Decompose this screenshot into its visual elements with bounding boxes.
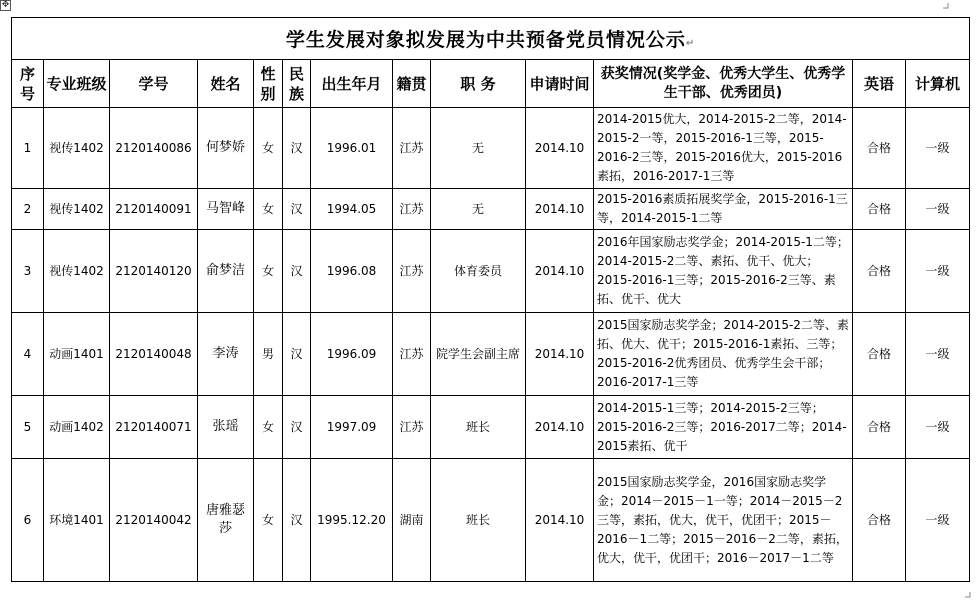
- cell-english: 合格: [853, 313, 906, 396]
- header-apply-time: 申请时间: [526, 60, 594, 108]
- cell-origin: 江苏: [393, 230, 431, 313]
- cell-student-id: 2120140048: [110, 313, 198, 396]
- cell-origin: 江苏: [393, 108, 431, 189]
- cell-awards: 2014-2015-1三等；2014-2015-2三等；2015-2016-2三等；2016-2017二等；2014-2015素拓、优干: [594, 396, 853, 459]
- header-major: 专业班级: [44, 60, 110, 108]
- header-student-id: 学号: [110, 60, 198, 108]
- cell-computer: 一级: [906, 313, 970, 396]
- header-position: 职 务: [431, 60, 526, 108]
- cell-student-id: 2120140071: [110, 396, 198, 459]
- cell-ethnicity: 汉: [283, 230, 311, 313]
- cell-apply-time: 2014.10: [526, 313, 594, 396]
- cell-ethnicity: 汉: [283, 396, 311, 459]
- cell-awards: 2015-2016素质拓展奖学金，2015-2016-1三等，2014-2015-1二等: [594, 189, 853, 230]
- paragraph-mark-icon: ↵: [685, 38, 696, 49]
- table-row: [12, 396, 970, 459]
- page-title: [12, 18, 970, 60]
- cell-awards: 2014-2015优大，2014-2015-2二等，2014-2015-2一等，2015-2016-1三等，2015-2016-2三等，2015-2016优大，2015-2016素拓，2016-2017-1三等: [594, 108, 853, 189]
- header-english: 英语: [853, 60, 906, 108]
- cell-position: 无: [431, 108, 526, 189]
- cell-gender: 女: [254, 396, 283, 459]
- page-corner-mark-top: [943, 3, 949, 9]
- cell-name: 唐雅瑟莎: [198, 459, 254, 582]
- cell-english: 合格: [853, 230, 906, 313]
- cell-origin: 江苏: [393, 189, 431, 230]
- cell-major: 视传1402: [44, 189, 110, 230]
- cell-origin: 江苏: [393, 313, 431, 396]
- cell-ethnicity: 汉: [283, 108, 311, 189]
- cell-major: 视传1402: [44, 230, 110, 313]
- cell-computer: 一级: [906, 459, 970, 582]
- cell-english: 合格: [853, 459, 906, 582]
- table-row: [12, 189, 970, 230]
- cell-name: 马智峰: [198, 189, 254, 230]
- cell-english: 合格: [853, 396, 906, 459]
- cell-seq: 1: [12, 108, 44, 189]
- cell-seq: 4: [12, 313, 44, 396]
- cell-gender: 男: [254, 313, 283, 396]
- cell-awards: 2015国家励志奖学金，2016国家励志奖学金；2014－2015－1一等；2014－2015－2三等，素拓，优大，优干，优团干；2015－2016－1二等；2015－2016－2二等，素拓，优大，优干，优团干；2016－2017－1二等: [594, 459, 853, 582]
- cell-gender: 女: [254, 230, 283, 313]
- cell-birth: 1996.09: [311, 313, 393, 396]
- header-gender: 性别: [254, 60, 283, 108]
- publicity-table: [11, 17, 970, 582]
- cell-name: 俞梦洁: [198, 230, 254, 313]
- cell-ethnicity: 汉: [283, 313, 311, 396]
- cell-birth: 1996.08: [311, 230, 393, 313]
- cell-birth: 1995.12.20: [311, 459, 393, 582]
- cell-awards: 2016年国家励志奖学金；2014-2015-1二等；2014-2015-2二等、素拓、优干、优大；2015-2016-1三等；2015-2016-2三等、素拓、优干、优大: [594, 230, 853, 313]
- cell-gender: 女: [254, 108, 283, 189]
- cell-major: 动画1402: [44, 396, 110, 459]
- header-birth: 出生年月: [311, 60, 393, 108]
- cell-birth: 1996.01: [311, 108, 393, 189]
- cell-student-id: 2120140086: [110, 108, 198, 189]
- cell-origin: 湖南: [393, 459, 431, 582]
- cell-birth: 1994.05: [311, 189, 393, 230]
- cell-english: 合格: [853, 189, 906, 230]
- cell-seq: 5: [12, 396, 44, 459]
- cell-origin: 江苏: [393, 396, 431, 459]
- table-row: [12, 108, 970, 189]
- cell-apply-time: 2014.10: [526, 396, 594, 459]
- page-title-text: 学生发展对象拟发展为中共预备党员情况公示: [285, 29, 686, 51]
- cell-student-id: 2120140091: [110, 189, 198, 230]
- table-row: [12, 459, 970, 582]
- cell-position: 无: [431, 189, 526, 230]
- page-corner-mark-bottom: [965, 592, 971, 598]
- cell-major: 环境1401: [44, 459, 110, 582]
- cell-apply-time: 2014.10: [526, 189, 594, 230]
- cell-seq: 6: [12, 459, 44, 582]
- cell-english: 合格: [853, 108, 906, 189]
- cell-name: 何梦娇: [198, 108, 254, 189]
- cell-position: 班长: [431, 459, 526, 582]
- cell-seq: 2: [12, 189, 44, 230]
- header-awards: 获奖情况(奖学金、优秀大学生、优秀学生干部、优秀团员): [594, 60, 853, 108]
- header-computer: 计算机: [906, 60, 970, 108]
- cell-major: 视传1402: [44, 108, 110, 189]
- cell-name: 李涛: [198, 313, 254, 396]
- table-row: [12, 230, 970, 313]
- header-seq: 序号: [12, 60, 44, 108]
- move-handle-icon[interactable]: ✥: [1, 0, 10, 10]
- cell-apply-time: 2014.10: [526, 230, 594, 313]
- cell-position: 班长: [431, 396, 526, 459]
- cell-position: 院学生会副主席: [431, 313, 526, 396]
- cell-computer: 一级: [906, 230, 970, 313]
- cell-gender: 女: [254, 189, 283, 230]
- cell-major: 动画1401: [44, 313, 110, 396]
- cell-name: 张瑶: [198, 396, 254, 459]
- cell-awards: 2015国家励志奖学金；2014-2015-2二等、素拓、优大、优干；2015-2016-1素拓、三等；2015-2016-2优秀团员、优秀学生会干部；2016-2017-1三等: [594, 313, 853, 396]
- cell-ethnicity: 汉: [283, 459, 311, 582]
- cell-student-id: 2120140042: [110, 459, 198, 582]
- cell-apply-time: 2014.10: [526, 459, 594, 582]
- cell-birth: 1997.09: [311, 396, 393, 459]
- cell-gender: 女: [254, 459, 283, 582]
- cell-computer: 一级: [906, 189, 970, 230]
- header-origin: 籍贯: [393, 60, 431, 108]
- cell-computer: 一级: [906, 108, 970, 189]
- cell-seq: 3: [12, 230, 44, 313]
- table-header-row: [12, 60, 970, 108]
- cell-student-id: 2120140120: [110, 230, 198, 313]
- cell-apply-time: 2014.10: [526, 108, 594, 189]
- cell-computer: 一级: [906, 396, 970, 459]
- cell-position: 体育委员: [431, 230, 526, 313]
- header-name: 姓名: [198, 60, 254, 108]
- cell-ethnicity: 汉: [283, 189, 311, 230]
- header-ethnicity: 民族: [283, 60, 311, 108]
- table-row: [12, 313, 970, 396]
